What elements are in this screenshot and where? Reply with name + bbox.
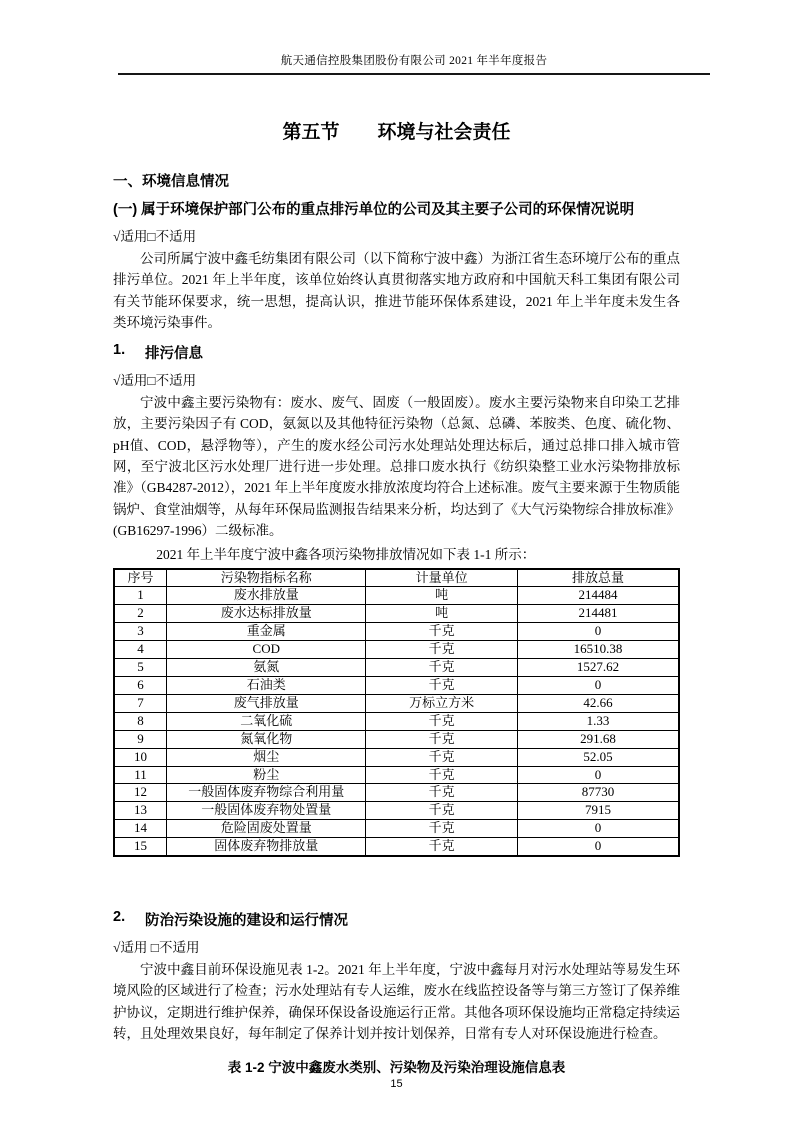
table-cell: 烟尘 [167, 748, 366, 766]
header-cell-total-emission: 排放总量 [517, 569, 679, 587]
table-cell: 0 [517, 838, 679, 856]
table-cell: 氮氧化物 [167, 730, 366, 748]
table-1-1-intro: 2021 年上半年度宁波中鑫各项污染物排放情况如下表 1-1 所示： [156, 547, 536, 563]
table-row [114, 730, 679, 748]
table-cell: 废气排放量 [167, 694, 366, 712]
table-cell: 12 [114, 784, 167, 802]
running-header-text: 航天通信控股集团股份有限公司 2021 年半年度报告 [280, 55, 548, 67]
table-cell: 吨 [366, 587, 517, 605]
applicability-line-3: √适用 □不适用 [113, 940, 200, 956]
table-cell: 1 [114, 587, 167, 605]
table-cell: 固体废弃物排放量 [167, 838, 366, 856]
table-row [114, 712, 679, 730]
table-cell: 0 [517, 766, 679, 784]
table-cell: 214481 [517, 605, 679, 623]
table-cell: 16510.38 [517, 641, 679, 659]
table-cell: 214484 [517, 587, 679, 605]
table-cell: 吨 [366, 605, 517, 623]
table-cell: 二氧化硫 [167, 712, 366, 730]
table-row [114, 677, 679, 695]
paragraph-pollutants: 宁波中鑫主要污染物有：废水、废气、固废（一般固废）。废水主要污染物来自印染工艺排放，主要污染因子有 COD，氨氮以及其他特征污染物（总氮、总磷、苯胺类、色度、硫化物、pH值、COD，悬浮物等），产生的废水经公司污水处理站处理达标后，通过总排口排入城市管网，至宁波北区污水处理厂进行进一步处理。总排口废水执行《纺织染整工业水污染物排放标准》（GB4287-2012），2021 年上半年度废水排放浓度均符合上述标准。废气主要来源于生物质能锅炉、食堂油烟等，从每年环保局监测报告结果来分析，均达到了《大气污染物综合排放标准》(GB16297-1996）二级标准。 [113, 395, 680, 538]
table-cell: 千克 [366, 677, 517, 695]
table-cell: 1.33 [517, 712, 679, 730]
table-row [114, 802, 679, 820]
table-cell: 87730 [517, 784, 679, 802]
table-row [114, 641, 679, 659]
table-cell: 千克 [366, 838, 517, 856]
table-row [114, 748, 679, 766]
applicability-line-2: √适用□不适用 [113, 373, 197, 389]
table-cell: 一般固体废弃物处置量 [167, 802, 366, 820]
table-cell: 13 [114, 802, 167, 820]
table-cell: 千克 [366, 623, 517, 641]
table-1-2-caption: 表 1-2 宁波中鑫废水类别、污染物及污染治理设施信息表 [227, 1060, 566, 1076]
table-row [114, 605, 679, 623]
paragraph-facility-operation: 宁波中鑫目前环保设施见表 1-2。2021 年上半年度，宁波中鑫每月对污水处理站等易发生环境风险的区域进行了检查；污水处理站有专人运维，废水在线监控设备等与第三方签订了保养维护协议，定期进行维护保养，确保环保设备设施运行正常。其他各项环保设施均正常稳定持续运转，且处理效果良好，每年制定了保养计划并按计划保养，日常有专人对环保设施进行检查。 [113, 962, 680, 1041]
table-cell: 2 [114, 605, 167, 623]
table-cell: 15 [114, 838, 167, 856]
table-cell: 重金属 [167, 623, 366, 641]
table-cell: 7915 [517, 802, 679, 820]
item-heading-pollution-control-facilities [113, 909, 680, 930]
table-cell: 一般固体废弃物综合利用量 [167, 784, 366, 802]
table-row [114, 623, 679, 641]
table-cell: 千克 [366, 766, 517, 784]
running-header [118, 0, 710, 75]
table-cell: 0 [517, 623, 679, 641]
table-row [114, 587, 679, 605]
item-heading-emission-info [113, 342, 680, 363]
table-cell: 千克 [366, 641, 517, 659]
table-cell: 7 [114, 694, 167, 712]
table-row [114, 694, 679, 712]
table-cell: 14 [114, 820, 167, 838]
emissions-table-body [114, 587, 679, 856]
item-number: 1. [113, 342, 126, 359]
chapter-title: 第五节 环境与社会责任 [282, 122, 511, 143]
table-cell: 千克 [366, 802, 517, 820]
table-row [114, 820, 679, 838]
header-cell-index: 序号 [114, 569, 167, 587]
table-cell: 废水排放量 [167, 587, 366, 605]
table-cell: 291.68 [517, 730, 679, 748]
subsection-heading-key-polluters: (一) 属于环境保护部门公布的重点排污单位的公司及其主要子公司的环保情况说明 [113, 202, 635, 218]
table-cell: 粉尘 [167, 766, 366, 784]
section-heading-env-info: 一、环境信息情况 [113, 174, 229, 190]
table-cell: 0 [517, 677, 679, 695]
table-cell: 氨氮 [167, 659, 366, 677]
table-cell: 千克 [366, 712, 517, 730]
table-cell: 千克 [366, 784, 517, 802]
table-cell: 3 [114, 623, 167, 641]
paragraph-company-overview: 公司所属宁波中鑫毛纺集团有限公司（以下简称宁波中鑫）为浙江省生态环境厅公布的重点排污单位。2021 年上半年度，该单位始终认真贯彻落实地方政府和中国航天科工集团有限公司有关节能环保要求，统一思想，提高认识，推进节能环保体系建设，2021 年上半年度未发生各类环境污染事件。 [113, 251, 680, 330]
table-cell: 9 [114, 730, 167, 748]
page-number: 15 [390, 1078, 403, 1090]
page-content [113, 117, 680, 1076]
table-cell: 石油类 [167, 677, 366, 695]
header-cell-pollutant-name: 污染物指标名称 [167, 569, 366, 587]
table-cell: 千克 [366, 748, 517, 766]
table-cell: 4 [114, 641, 167, 659]
table-row [114, 784, 679, 802]
table-cell: 10 [114, 748, 167, 766]
table-cell: 8 [114, 712, 167, 730]
header-cell-unit: 计量单位 [366, 569, 517, 587]
table-cell: 万标立方米 [366, 694, 517, 712]
table-cell: 5 [114, 659, 167, 677]
table-cell: 千克 [366, 820, 517, 838]
table-cell: 千克 [366, 730, 517, 748]
table-cell: 11 [114, 766, 167, 784]
table-cell: 6 [114, 677, 167, 695]
table-cell: 52.05 [517, 748, 679, 766]
table-cell: 42.66 [517, 694, 679, 712]
table-cell: 1527.62 [517, 659, 679, 677]
table-row [114, 659, 679, 677]
table-cell: 0 [517, 820, 679, 838]
table-cell: COD [167, 641, 366, 659]
table-cell: 废水达标排放量 [167, 605, 366, 623]
emissions-table [113, 568, 680, 858]
table-row [114, 838, 679, 856]
table-header-row [114, 569, 679, 587]
table-cell: 危险固废处置量 [167, 820, 366, 838]
item-title: 排污信息 [145, 346, 203, 363]
item-number: 2. [113, 909, 126, 926]
item-title: 防治污染设施的建设和运行情况 [145, 913, 348, 930]
applicability-line-1: √适用□不适用 [113, 229, 197, 244]
table-cell: 千克 [366, 659, 517, 677]
table-row [114, 766, 679, 784]
